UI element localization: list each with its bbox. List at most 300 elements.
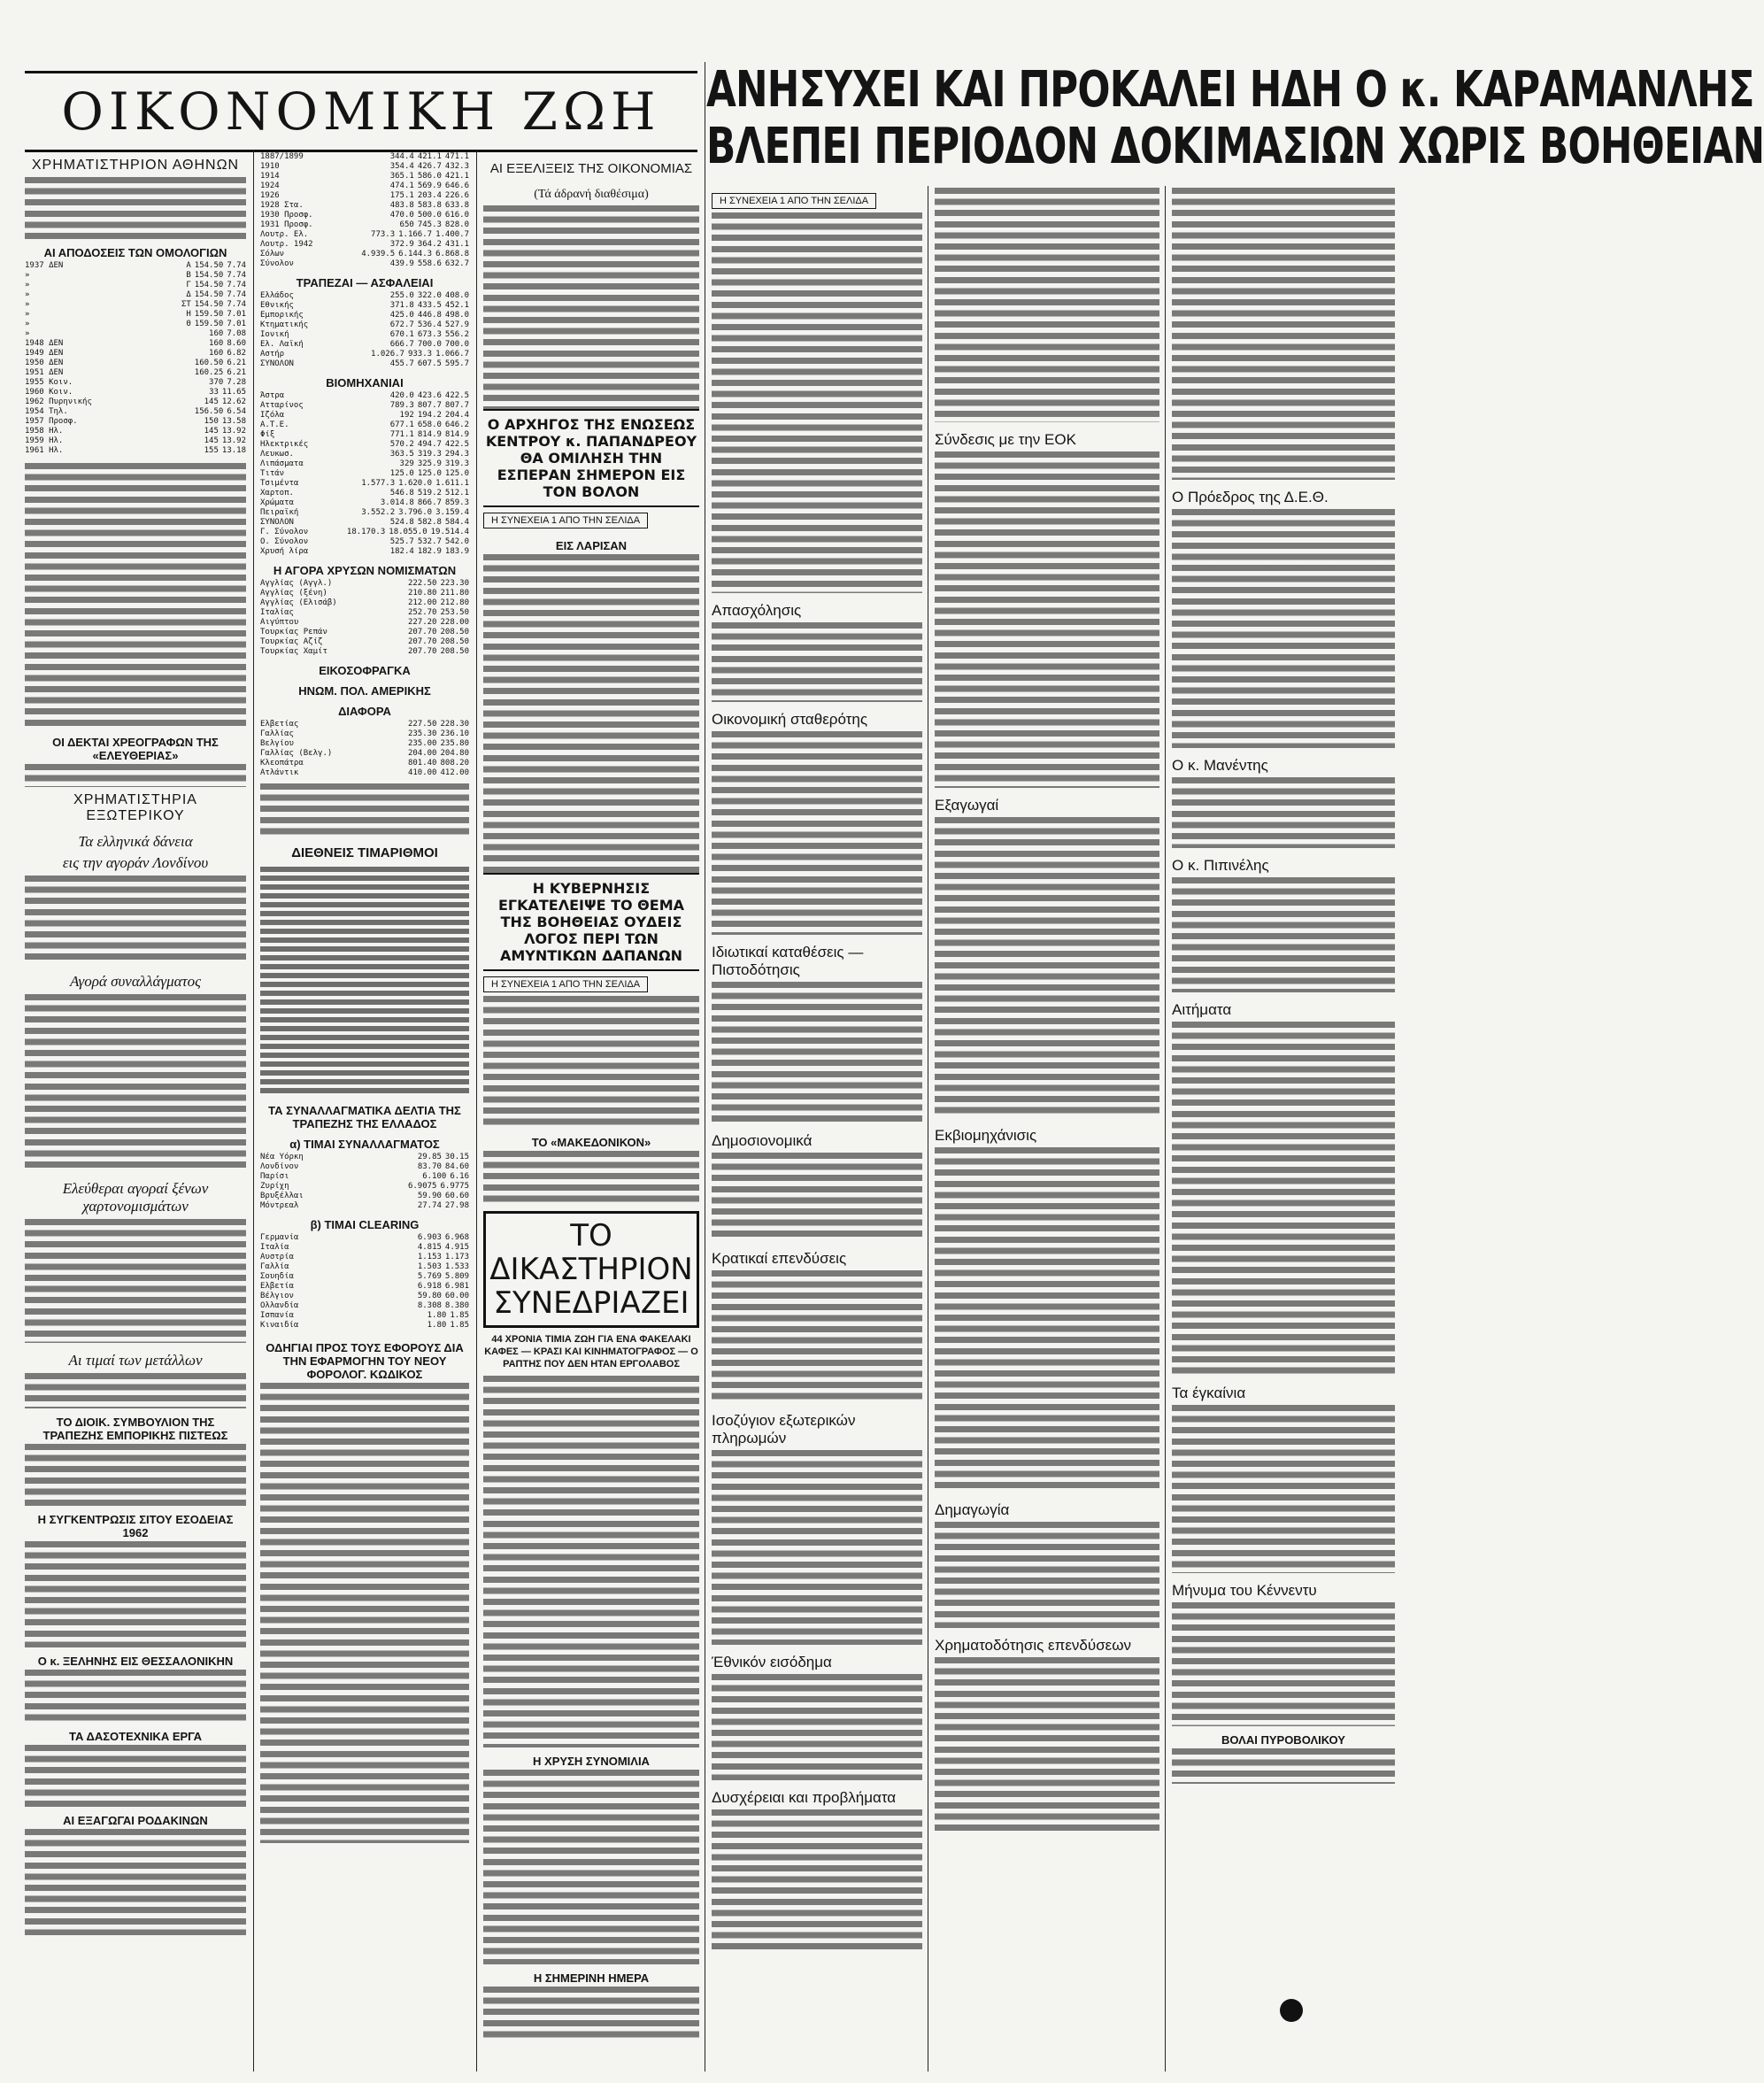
table-cell: 556.2 [444,330,469,339]
table-cell: 227.50 [407,720,437,729]
claims-title: Αιτήματα [1172,1001,1232,1018]
table-cell: 582.8 [417,518,442,527]
table-cell: 673.3 [417,330,442,339]
table-cell: 6.82 [227,349,246,358]
prices-table [260,152,469,269]
table-cell: ΣΤ [181,300,191,309]
table-cell: Μόντρεαλ [260,1201,299,1210]
ink-blot [1280,1999,1303,2022]
state-investment-text [712,1270,922,1403]
kennedy-text [1172,1602,1395,1726]
table-cell: 1887/1899 [260,152,304,161]
table-cell: 6.21 [227,359,246,367]
table-cell: 236.10 [440,729,469,738]
main-headline-line2: ΒΛΕΠΕΙ ΠΕΡΙΟΔΟΝ ΔΟΚΙΜΑΣΙΩΝ ΧΩΡΙΣ ΒΟΗΘΕΙΑΝ [706,118,1764,175]
private-savings-text [712,982,922,1123]
table-cell: Γ. Σύνολον [260,528,309,536]
table-cell: 255.0 [389,291,414,300]
table-cell: 59.80 [417,1292,442,1300]
table-cell: 150 [204,417,219,426]
yield-row [25,388,246,397]
main-headline [706,61,1764,175]
table-cell: 12.62 [221,397,246,406]
table-cell: 175.1 [389,191,414,200]
table-cell: 584.4 [444,518,469,527]
table-cell: 7.74 [227,300,246,309]
table-cell: 1950 ΔΕΝ [25,359,64,367]
table-cell: 6.903 [417,1233,442,1242]
table-cell: 192 [399,411,414,420]
table-cell: 160 [209,329,224,338]
table-cell: 227.20 [407,618,437,627]
table-cell: 1.503 [417,1262,442,1271]
table-cell: 156.50 [194,407,224,416]
clearing-row [260,1272,469,1282]
table-cell: » [25,300,30,309]
table-cell: Τουρκίας Χαμίτ [260,647,327,656]
table-cell: 532.7 [417,537,442,546]
table-cell: 6.968 [444,1233,469,1242]
price-row [260,220,469,230]
continuation-box: Η ΣΥΝΕΧΕΙΑ 1 ΑΠΟ ΤΗΝ ΣΕΛΙΔΑ [483,976,648,992]
table-cell: 155 [204,446,219,455]
table-cell: 154.50 [194,290,224,299]
pipinellis-text [1172,877,1395,992]
table-cell: 420.0 [389,391,414,400]
table-cell: 1.80 [427,1321,447,1330]
table-cell: 452.1 [444,301,469,310]
table-cell: 1.026.7 [371,350,404,359]
clearing-row [260,1292,469,1301]
table-cell: 160 [209,339,224,348]
table-cell: 807.7 [417,401,442,410]
stability-text [712,731,922,935]
table-cell: 828.0 [444,220,469,229]
demagoguery-text [935,1522,1159,1628]
national-income-title: Έθνικόν εισόδημα [712,1654,832,1670]
fair-president-text [1172,509,1395,748]
table-cell: 1926 [260,191,280,200]
diafora-row [260,720,469,729]
table-cell: 7.74 [227,290,246,299]
industry-row [260,518,469,528]
table-cell: 700.0 [444,340,469,349]
table-cell: 329 [399,459,414,468]
clearing-row [260,1282,469,1292]
table-cell: 226.6 [444,191,469,200]
diafora-row [260,729,469,739]
yield-row [25,359,246,368]
table-cell: 204.4 [444,411,469,420]
exchange-sub-a: α) ΤΙΜΑΙ ΣΥΝΑΛΛΑΓΜΑΤΟΣ [289,1138,440,1151]
table-cell: 154.50 [194,281,224,289]
table-cell: Θ [186,320,191,328]
fx-table [260,1153,469,1211]
manentis-title: Ο κ. Μανέντης [1172,757,1268,774]
industry-row [260,450,469,459]
table-cell: 222.50 [407,579,437,588]
table-cell: 5.809 [444,1272,469,1281]
table-cell: 7.01 [227,310,246,319]
table-cell: Παρίσι [260,1172,289,1181]
table-cell: 6.16 [450,1172,469,1181]
exports-text [935,817,1159,1118]
clearing-row [260,1321,469,1331]
table-cell: 426.7 [417,162,442,171]
table-cell: 586.0 [417,172,442,181]
table-cell: 595.7 [444,359,469,368]
table-cell: 145 [204,397,219,406]
bank-row [260,340,469,350]
clearing-row [260,1253,469,1262]
exchange-rates-title: ΤΑ ΣΥΝΑΛΛΑΓΜΑΤΙΚΑ ΔΕΛΤΙΑ ΤΗΣ ΤΡΑΠΕΖΗΣ ΤΗΣ ΕΛΛΑΔΟΣ [268,1104,461,1130]
economy-title: ΑΙ ΕΞΕΛΙΞΕΙΣ ΤΗΣ ΟΙΚΟΝΟΜΙΑΣ [489,161,693,176]
public-finance-text [712,1153,922,1241]
table-cell: » [25,329,30,338]
yield-row [25,378,246,388]
table-cell: 8.60 [227,339,246,348]
column-divider [253,150,254,2071]
metals-title: Αι τιμαί των μετάλλων [68,1352,203,1369]
table-cell: Ιζόλα [260,411,285,420]
table-cell: 204.80 [440,749,469,758]
clearing-row [260,1301,469,1311]
price-row [260,211,469,220]
yield-row [25,339,246,349]
table-cell: Γαλλία [260,1262,289,1271]
fair-text-a [1172,188,1395,480]
table-cell: 160.25 [194,368,224,377]
table-cell: 212.00 [407,598,437,607]
table-cell: Ιταλία [260,1243,289,1252]
table-cell: 365.1 [389,172,414,181]
table-cell: 1961 Ηλ. [25,446,64,455]
table-cell: Φίξ [260,430,275,439]
industry-row [260,401,469,411]
table-cell: 159.50 [194,310,224,319]
table-cell: 771.1 [389,430,414,439]
table-cell: Ολλανδία [260,1301,299,1310]
fx-row [260,1172,469,1182]
table-cell: Δ [186,290,191,299]
table-cell: Β [186,271,191,280]
exports-title: Εξαγωγαί [935,797,999,814]
table-cell: 6.54 [227,407,246,416]
table-cell: 616.0 [444,211,469,220]
yields-analysis-text [25,463,246,729]
table-cell: 1.533 [444,1262,469,1271]
yield-row [25,446,246,456]
industry-row [260,537,469,547]
table-cell: 1.611.1 [435,479,469,488]
table-cell: 421.1 [444,172,469,181]
manentis-text [1172,777,1395,848]
price-row [260,152,469,162]
indexes-text [260,867,469,1097]
table-cell: 525.7 [389,537,414,546]
table-cell: Χρώματα [260,498,294,507]
table-cell: Κτηματικής [260,320,309,329]
table-cell: 194.2 [417,411,442,420]
yield-row [25,436,246,446]
press-footer-text [1172,1748,1395,1784]
table-cell: 6.21 [227,368,246,377]
court-subheadline: 44 ΧΡΟΝΙΑ ΤΙΜΙΑ ΖΩΗ ΓΙΑ ΕΝΑ ΦΑΚΕΛΑΚΙ ΚΑΦΕΣ — ΚΡΑΣΙ ΚΑΙ ΚΙΝΗΜΑΤΟΓΡΑΦΟΣ — Ο ΡΑΠΤΗΣ ΠΟΥ ΔΕΝ ΗΤΑΝ ΕΡΓΟΛΑΒΟΣ [484,1334,698,1369]
diafora-row [260,739,469,749]
table-cell: 814.9 [444,430,469,439]
table-cell: Ισπανία [260,1311,294,1320]
table-cell: Ελβετία [260,1282,294,1291]
table-cell: Άστρα [260,391,285,400]
table-cell: 235.30 [407,729,437,738]
investment-finance-text [935,1657,1159,1834]
table-cell: 182.4 [389,547,414,556]
table-cell: 319.3 [444,459,469,468]
bank-row [260,359,469,369]
table-cell: Ιονική [260,330,289,339]
table-cell: 7.01 [227,320,246,328]
table-cell: 569.9 [417,181,442,190]
table-cell: 1948 ΔΕΝ [25,339,64,348]
table-cell: 433.5 [417,301,442,310]
table-cell: 18.170.3 [346,528,386,536]
table-cell: 253.50 [440,608,469,617]
yield-row [25,290,246,300]
table-cell: Τουρκίας Αζίζ [260,637,323,646]
bank-row [260,320,469,330]
table-cell: 439.9 [389,259,414,268]
table-cell: Ιταλίας [260,608,294,617]
table-cell: 494.7 [417,440,442,449]
table-cell: 83.70 [417,1162,442,1171]
table-cell: 672.7 [389,320,414,329]
table-cell: 421.1 [417,152,442,161]
table-cell: Λουτρ. Ελ. [260,230,309,239]
table-cell: 6.9075 [407,1182,437,1191]
table-cell: Νέα Υόρκη [260,1153,304,1161]
table-cell: 228.00 [440,618,469,627]
table-cell: 483.8 [389,201,414,210]
table-cell: 159.50 [194,320,224,328]
stability-title: Οικονομική σταθερότης [712,711,868,728]
table-cell: 773.3 [371,230,396,239]
table-cell: Εθνικής [260,301,294,310]
table-cell: Σόλων [260,250,285,258]
industrialization-title: Εκβιομηχάνισις [935,1127,1037,1144]
table-cell: » [25,281,30,289]
exchange-sub-b: β) ΤΙΜΑΙ CLEARING [310,1218,420,1231]
main-headline-line1: ΑΝΗΣΥΧΕΙ ΚΑΙ ΠΡΟΚΑΛΕΙ ΗΔΗ Ο κ. ΚΑΡΑΜΑΝΛΗΣ [706,61,1754,119]
table-cell: 13.18 [221,446,246,455]
clearing-row [260,1243,469,1253]
table-cell: 1928 Στα. [260,201,304,210]
table-cell: Χρυσή λίρα [260,547,309,556]
center-union-text [483,554,699,873]
table-cell: 208.50 [440,637,469,646]
balance-title: Ισοζύγιον εξωτερικών πληρωμών [712,1412,856,1447]
state-investment-title: Κρατικαί επενδύσεις [712,1250,847,1267]
table-cell: » [25,290,30,299]
table-cell: Λευκωσ. [260,450,294,459]
table-cell: 1.400.7 [435,230,469,239]
thessaloniki-title: Ο κ. ΞΕΛΗΝΗΣ ΕΙΣ ΘΕΣΣΑΛΟΝΙΚΗΝ [37,1655,234,1668]
clearing-row [260,1311,469,1321]
table-cell: 422.5 [444,391,469,400]
price-row [260,250,469,259]
table-cell: 4.815 [417,1243,442,1252]
table-cell: 13.92 [221,436,246,445]
table-cell: Η [186,310,191,319]
makedonikon-title: ΤΟ «ΜΑΚΕΔΟΝΙΚΟΝ» [531,1136,651,1149]
table-cell: 801.40 [407,759,437,768]
forestry-title: ΤΑ ΔΑΣΟΤΕΧΝΙΚΑ ΕΡΓΑ [69,1730,202,1743]
table-cell: 208.50 [440,628,469,636]
table-cell: Ο. Σύνολον [260,537,309,546]
table-cell: 7.74 [227,261,246,270]
table-cell: Αστήρ [260,350,285,359]
exchange-title: ΧΡΗΜΑΤΙΣΤΗΡΙΟΝ ΑΘΗΝΩΝ [31,158,240,173]
court-headline: ΤΟ ΔΙΚΑΣΤΗΡΙΟΝ ΣΥΝΕΔΡΙΑΖΕΙ [483,1211,699,1328]
table-cell: Αγγλίας (ξένη) [260,589,327,598]
fair-president-title: Ο Πρόεδρος της Δ.Ε.Θ. [1172,489,1329,505]
kennedy-title: Μήνυμα του Κέννεντυ [1172,1582,1317,1599]
table-cell: 7.74 [227,281,246,289]
yield-row [25,329,246,339]
golden-mean-title: Η ΧΡΥΣΗ ΣΥΝΟΜΙΛΙΑ [533,1755,650,1768]
table-cell: 6.100 [422,1172,447,1181]
table-cell: ΣΥΝΟΛΟΝ [260,518,294,527]
table-cell: 410.00 [407,768,437,777]
price-row [260,259,469,269]
table-cell: 1955 Κοιν. [25,378,73,387]
table-cell: 1.620.0 [398,479,433,488]
table-cell: 7.74 [227,271,246,280]
economy-text [483,205,699,409]
column-fair [1172,188,1395,2064]
table-cell: Κλεοπάτρα [260,759,304,768]
table-cell: 677.1 [389,420,414,429]
table-cell: 125.0 [444,469,469,478]
inauguration-text [1172,1405,1395,1573]
fx-row [260,1162,469,1172]
economy-subtitle: (Τά άδρανή διαθέσιμα) [534,188,649,201]
table-cell: 8.380 [444,1301,469,1310]
free-market-title: Ελεύθεραι αγοραί ξένων χαρτονομισμάτων [62,1180,209,1215]
table-cell: 859.3 [444,498,469,507]
gov-aid-headline: Η ΚΥΒΕΡΝΗΣΙΣ ΕΓΚΑΤΕΛΕΙΨΕ ΤΟ ΘΕΜΑ ΤΗΣ ΒΟΗΘΕΙΑΣ ΟΥΔΕΙΣ ΛΟΓΟΣ ΠΕΡΙ ΤΩΝ ΑΜΥΝΤΙΚΩΝ ΔΑΠΑΝΩΝ [483,873,699,971]
table-cell: Βέλγιον [260,1292,294,1300]
table-cell: 474.1 [389,181,414,190]
table-cell: Α.Τ.Ε. [260,420,289,429]
bank-row [260,291,469,301]
table-cell: 500.0 [417,211,442,220]
table-cell: 1910 [260,162,280,171]
public-finance-title: Δημοσιονομικά [712,1132,813,1149]
diafora-table [260,720,469,778]
price-row [260,230,469,240]
greek-loans-title: Τα ελληνικά δάνεια [78,833,193,850]
column-politics [483,152,699,2064]
yield-row [25,281,246,290]
settlement-market-text [25,994,246,1171]
gold-row [260,598,469,608]
demagoguery-title: Δημαγωγία [935,1501,1010,1518]
industry-row [260,440,469,450]
table-cell: 154.50 [194,261,224,270]
industry-row [260,479,469,489]
table-cell: 1957 Προσφ. [25,417,78,426]
fx-row [260,1201,469,1211]
table-cell: 371.8 [389,301,414,310]
private-savings-title: Ιδιωτικαί καταθέσεις — Πιστοδότησις [712,944,864,978]
table-cell: Αγγλίας (Αγγλ.) [260,579,333,588]
table-cell: 658.0 [417,420,442,429]
gov-aid-text [483,996,699,1129]
table-cell: 7.28 [227,378,246,387]
yield-row [25,368,246,378]
table-cell: 646.6 [444,181,469,190]
bank-row [260,350,469,359]
free-market-text [25,1219,246,1343]
table-cell: 160.50 [194,359,224,367]
table-cell: 3.796.0 [398,508,433,517]
industry-row [260,411,469,420]
table-cell: 322.0 [417,291,442,300]
table-cell: 6.9775 [440,1182,469,1191]
table-cell: Τιτάν [260,469,285,478]
price-row [260,240,469,250]
industry-row [260,547,469,557]
table-cell: 60.00 [444,1292,469,1300]
table-cell: 325.9 [417,459,442,468]
employment-text [712,622,922,702]
yields-title: ΑΙ ΑΠΟΔΟΣΕΙΣ ΤΩΝ ΟΜΟΛΟΓΙΩΝ [43,246,227,259]
table-cell: 670.1 [389,330,414,339]
table-cell: 1924 [260,181,280,190]
table-cell: 6.144.3 [398,250,433,258]
table-cell: 60.60 [444,1192,469,1200]
difficulties-text [712,1809,922,1951]
table-cell: 3.552.2 [361,508,396,517]
table-cell: 423.6 [417,391,442,400]
indexes-title: ΔΙΕΘΝΕΙΣ ΤΙΜΑΡΙΘΜΟΙ [291,845,438,860]
table-cell: 207.70 [407,647,437,656]
table-cell: 344.4 [389,152,414,161]
london-market-text [25,876,246,964]
table-cell: 1960 Κοιν. [25,388,73,397]
table-cell: 583.8 [417,201,442,210]
table-cell: 1.173 [444,1253,469,1261]
claims-text [1172,1022,1395,1376]
table-cell: 372.9 [389,240,414,249]
inauguration-title: Τα έγκαίνια [1172,1385,1246,1401]
table-cell: Πειραϊκή [260,508,299,517]
gold-row [260,579,469,589]
foreign-exchanges-title: ΧΡΗΜΑΤΙΣΤΗΡΙΑ ΕΞΩΤΕΡΙΚΟΥ [73,792,197,823]
table-cell: Αυστρία [260,1253,294,1261]
table-cell: 235.80 [440,739,469,748]
table-cell: Λιπάσματα [260,459,304,468]
industry-row [260,469,469,479]
gold-row [260,637,469,647]
column-karamanlis-2 [935,188,1159,2064]
table-cell: 27.98 [444,1201,469,1210]
table-cell: 632.7 [444,259,469,268]
peach-exports-text [25,1829,246,1935]
table-cell: 1962 Πυρηνικής [25,397,92,406]
gold-title: Η ΑΓΟΡΑ ΧΡΥΣΩΝ ΝΟΜΙΣΜΑΤΩΝ [273,564,457,577]
employment-title: Απασχόλησις [712,602,802,619]
